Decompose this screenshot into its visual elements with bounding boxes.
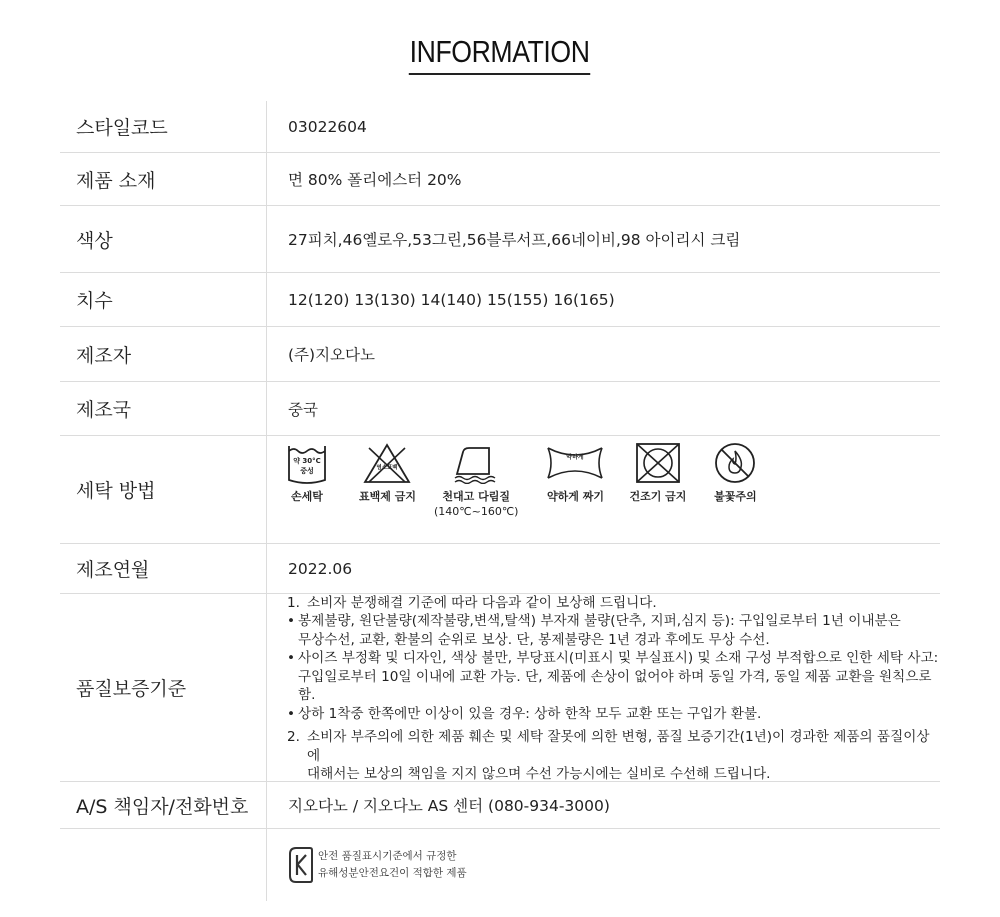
no-bleach-label: 염소표백 xyxy=(376,465,399,471)
kc-line-1: 안전 품질표시기준에서 규정한 xyxy=(318,850,457,862)
row-label: A/S 책임자/전화번호 xyxy=(60,782,267,828)
row-value: 12(120) 13(130) 14(140) 15(155) 16(165) xyxy=(288,290,615,309)
title-wrap xyxy=(0,34,1000,75)
row-quality xyxy=(60,594,940,782)
row-material xyxy=(60,153,940,206)
quality-text xyxy=(267,594,940,781)
quality-item-2: 2. 소비자 부주의에 의한 제품 훼손 및 세탁 잘못에 의한 변형, 품질 보증기간(1년)이 경과한 제품의 품질이상에 xyxy=(287,729,930,764)
spec-table xyxy=(60,101,940,901)
row-label: 제조연월 xyxy=(60,544,267,593)
kc-certification xyxy=(267,829,940,901)
row-style-code xyxy=(60,101,940,153)
care-caption: 손세탁 xyxy=(291,490,323,503)
row-value: 27피치,46옐로우,53그린,56블루서프,66네이비,98 아이리시 크림 xyxy=(288,231,741,249)
row-value: 면 80% 폴리에스터 20% xyxy=(288,171,462,189)
row-country xyxy=(60,382,940,436)
quality-bullet-1-cont: 무상수선, 교환, 환불의 순위로 보상. 단, 봉제불량은 1년 경과 후에도 무상 수선. xyxy=(298,631,770,648)
page-title: INFORMATION xyxy=(409,34,591,75)
quality-bullet-2-cont: 구입일로부터 10일 이내에 교환 가능. 단, 제품에 손상이 없어야 하며 동일 가격, 동일 제품 교환을 원칙으로 함. xyxy=(298,668,932,703)
row-value: 지오다노 / 지오다노 AS 센터 (080-934-3000) xyxy=(288,797,610,815)
care-caption: 건조기 금지 xyxy=(629,490,687,503)
hand-wash-icon xyxy=(286,442,328,484)
quality-item-1: 1. 소비자 분쟁해결 기준에 따라 다음과 같이 보상해 드립니다. xyxy=(287,594,657,611)
care-no-tumble-dry xyxy=(629,442,686,504)
care-caption: 표백제 금지 xyxy=(359,490,416,503)
row-manufacturer xyxy=(60,327,940,382)
no-tumble-dry-icon xyxy=(635,442,681,484)
row-value: (주)지오다노 xyxy=(288,346,375,364)
hand-wash-temp: 약 30°C xyxy=(293,457,321,465)
no-fire-icon xyxy=(713,442,757,484)
care-hand-wash xyxy=(286,442,328,504)
care-subcaption: (140℃~160℃) xyxy=(433,505,519,518)
care-caption: 약하게 짜기 xyxy=(546,490,604,503)
quality-bullet-1: • 봉제불량, 원단불량(제작불량,변색,탈색) 부자재 불량(단추, 지퍼,심지 등): 구입일로부터 1년 이내분은 xyxy=(287,613,901,629)
quality-bullet-2: • 사이즈 부정확 및 디자인, 색상 불만, 부당표시(미표시 및 부실표시) 및 소재 구성 부적합으로 인한 세탁 사고: xyxy=(287,650,939,666)
row-label: 제조자 xyxy=(60,327,267,381)
row-label: 치수 xyxy=(60,273,267,326)
row-label: 제조국 xyxy=(60,382,267,435)
care-gentle-wring xyxy=(545,442,605,504)
row-color xyxy=(60,206,940,273)
hand-wash-neutral: 중성 xyxy=(300,467,314,475)
quality-item-2-cont: 대해서는 보상의 책임을 지지 않으며 수선 가능시에는 실비로 수선해 드립니다. xyxy=(307,766,771,782)
row-kc xyxy=(60,829,940,901)
row-label: 제품 소재 xyxy=(60,153,267,205)
kc-text xyxy=(318,848,467,882)
care-caption: 천대고 다림질 xyxy=(442,490,511,503)
row-label: 품질보증기준 xyxy=(60,594,267,781)
row-label: 스타일코드 xyxy=(60,101,267,152)
row-as xyxy=(60,782,940,829)
row-label-empty xyxy=(60,829,267,901)
row-size xyxy=(60,273,940,327)
row-washing xyxy=(60,436,940,544)
care-icons xyxy=(267,436,940,543)
no-bleach-icon xyxy=(362,442,412,484)
care-no-bleach xyxy=(359,442,416,504)
row-label: 세탁 방법 xyxy=(60,436,267,543)
row-date xyxy=(60,544,940,594)
care-iron xyxy=(434,442,519,518)
row-label: 색상 xyxy=(60,206,267,272)
kc-mark-icon xyxy=(288,846,314,884)
gentle-wring-label: 약하게 xyxy=(566,454,585,461)
row-value: 중국 xyxy=(288,400,318,419)
care-no-fire xyxy=(713,442,757,504)
iron-icon xyxy=(451,442,501,484)
row-value: 2022.06 xyxy=(288,559,353,578)
row-value: 03022604 xyxy=(288,117,367,136)
quality-list xyxy=(287,592,940,784)
kc-line-2: 유해성분안전요건이 적합한 제품 xyxy=(318,867,467,879)
quality-bullet-3: • 상하 1착중 한쪽에만 이상이 있을 경우: 상하 한착 모두 교환 또는 구입가 환불. xyxy=(287,705,762,722)
gentle-wring-icon xyxy=(545,442,605,484)
care-caption: 불꽃주의 xyxy=(714,490,757,503)
